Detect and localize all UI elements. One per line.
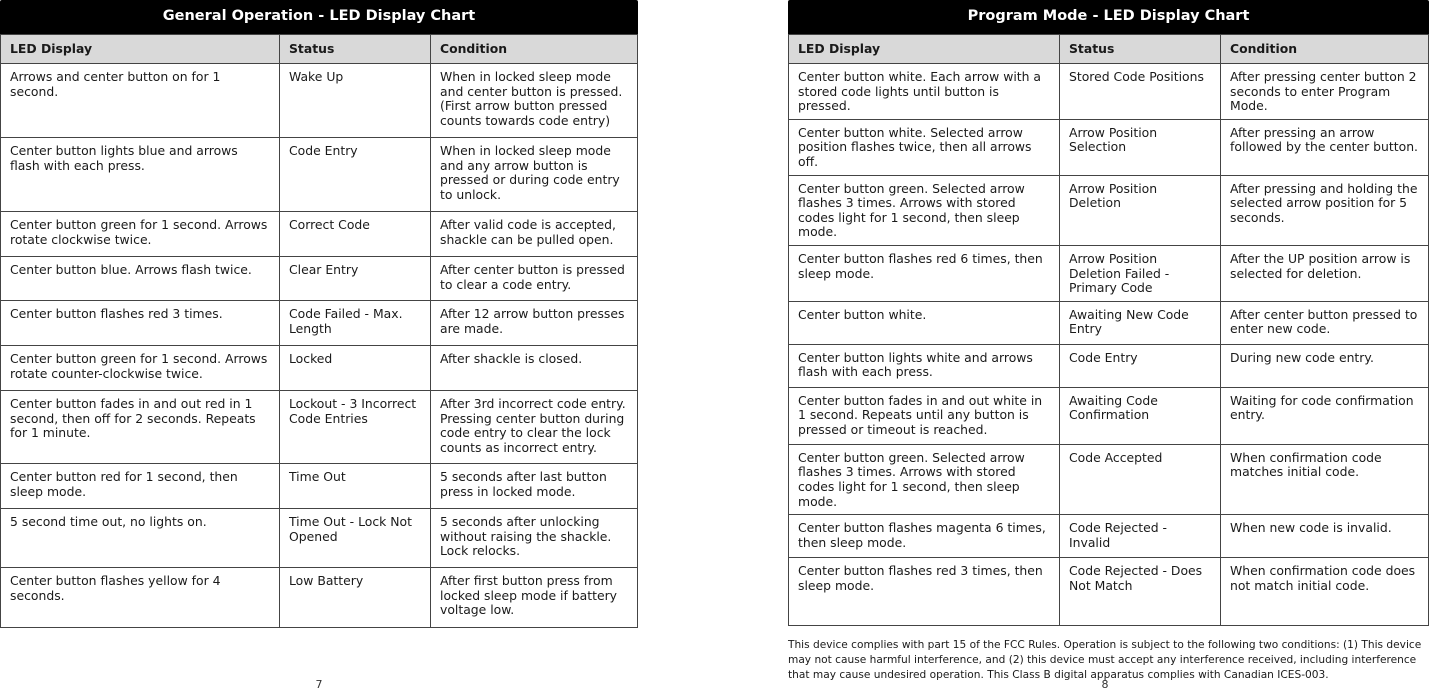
cell-led-display: Center button green for 1 second. Arrows rotate counter-clockwise twice.	[1, 346, 280, 391]
table-row	[789, 558, 1429, 626]
cell-status: Awaiting Code Confirmation	[1060, 387, 1221, 444]
cell-condition: After 3rd incorrect code entry. Pressing center button during code entry to clear the lock counts as incorrect entry.	[431, 391, 638, 464]
cell-condition: After valid code is accepted, shackle can be pulled open.	[431, 212, 638, 257]
table-row	[1, 301, 638, 346]
cell-condition: When in locked sleep mode and center button is pressed. (First arrow button pressed counts towards code entry)	[431, 64, 638, 138]
header-led-display: LED Display	[1, 35, 280, 64]
cell-condition: When in locked sleep mode and any arrow button is pressed or during code entry to unlock.	[431, 138, 638, 212]
cell-led-display: Arrows and center button on for 1 second.	[1, 64, 280, 138]
cell-led-display: Center button fades in and out white in 1 second. Repeats until any button is pressed or timeout is reached.	[789, 387, 1060, 444]
table-row	[789, 515, 1429, 558]
cell-led-display: Center button green for 1 second. Arrows rotate clockwise twice.	[1, 212, 280, 257]
table-row	[1, 391, 638, 464]
cell-condition: When confirmation code matches initial code.	[1221, 444, 1429, 514]
cell-led-display: Center button red for 1 second, then sleep mode.	[1, 464, 280, 509]
cell-condition: After first button press from locked sleep mode if battery voltage low.	[431, 568, 638, 628]
table-row	[1, 568, 638, 628]
cell-condition: After 12 arrow button presses are made.	[431, 301, 638, 346]
cell-condition: After pressing an arrow followed by the center button.	[1221, 119, 1429, 175]
table-row	[789, 444, 1429, 514]
table-header-row	[1, 35, 638, 64]
cell-condition: When new code is invalid.	[1221, 515, 1429, 558]
cell-led-display: 5 second time out, no lights on.	[1, 509, 280, 568]
cell-status: Arrow Position Selection	[1060, 119, 1221, 175]
header-condition: Condition	[431, 35, 638, 64]
header-condition: Condition	[1221, 35, 1429, 64]
cell-led-display: Center button flashes yellow for 4 seconds.	[1, 568, 280, 628]
cell-led-display: Center button lights blue and arrows flash with each press.	[1, 138, 280, 212]
cell-condition: After center button pressed to enter new code.	[1221, 301, 1429, 344]
cell-status: Code Entry	[1060, 344, 1221, 387]
cell-status: Lockout - 3 Incorrect Code Entries	[280, 391, 431, 464]
cell-led-display: Center button flashes magenta 6 times, then sleep mode.	[789, 515, 1060, 558]
cell-condition: After pressing center button 2 seconds to enter Program Mode.	[1221, 64, 1429, 120]
header-led-display: LED Display	[789, 35, 1060, 64]
table-row	[1, 509, 638, 568]
chart-title-general-operation: General Operation - LED Display Chart	[0, 0, 638, 34]
program-mode-table	[788, 34, 1429, 626]
fcc-compliance-notice: This device complies with part 15 of the FCC Rules. Operation is subject to the following two conditions: (1) This device may not cause harmful interference, and (2) this device must accept any interference received, including interference that may cause undesired operation. This Class B digital apparatus complies with Canadian ICES-003.	[788, 639, 1422, 682]
cell-status: Arrow Position Deletion Failed - Primary Code	[1060, 245, 1221, 301]
table-row	[1, 64, 638, 138]
cell-status: Correct Code	[280, 212, 431, 257]
cell-led-display: Center button green. Selected arrow flashes 3 times. Arrows with stored codes light for 1 second, then sleep mode.	[789, 175, 1060, 245]
table-row	[1, 212, 638, 257]
cell-led-display: Center button flashes red 6 times, then sleep mode.	[789, 245, 1060, 301]
cell-status: Code Rejected - Invalid	[1060, 515, 1221, 558]
cell-status: Code Entry	[280, 138, 431, 212]
cell-status: Clear Entry	[280, 257, 431, 301]
table-row	[789, 245, 1429, 301]
cell-status: Code Rejected - Does Not Match	[1060, 558, 1221, 626]
cell-status: Code Accepted	[1060, 444, 1221, 514]
table-row	[1, 464, 638, 509]
table-header-row	[789, 35, 1429, 64]
cell-condition: 5 seconds after last button press in locked mode.	[431, 464, 638, 509]
cell-status: Wake Up	[280, 64, 431, 138]
cell-condition: Waiting for code confirmation entry.	[1221, 387, 1429, 444]
cell-condition: After shackle is closed.	[431, 346, 638, 391]
general-operation-table	[0, 34, 638, 628]
cell-condition: During new code entry.	[1221, 344, 1429, 387]
cell-status: Stored Code Positions	[1060, 64, 1221, 120]
cell-led-display: Center button white.	[789, 301, 1060, 344]
cell-led-display: Center button lights white and arrows flash with each press.	[789, 344, 1060, 387]
table-row	[789, 64, 1429, 120]
page-number: 8	[1101, 678, 1109, 691]
table-row	[1, 346, 638, 391]
table-row	[1, 138, 638, 212]
page-8	[788, 0, 1429, 691]
cell-led-display: Center button white. Selected arrow position flashes twice, then all arrows off.	[789, 119, 1060, 175]
table-row	[789, 387, 1429, 444]
cell-condition: After the UP position arrow is selected for deletion.	[1221, 245, 1429, 301]
cell-status: Awaiting New Code Entry	[1060, 301, 1221, 344]
table-row	[789, 344, 1429, 387]
cell-status: Locked	[280, 346, 431, 391]
cell-status: Time Out - Lock Not Opened	[280, 509, 431, 568]
cell-status: Arrow Position Deletion	[1060, 175, 1221, 245]
cell-led-display: Center button fades in and out red in 1 second, then off for 2 seconds. Repeats for 1 minute.	[1, 391, 280, 464]
cell-condition: When confirmation code does not match initial code.	[1221, 558, 1429, 626]
cell-status: Code Failed - Max. Length	[280, 301, 431, 346]
cell-led-display: Center button white. Each arrow with a stored code lights until button is pressed.	[789, 64, 1060, 120]
cell-status: Time Out	[280, 464, 431, 509]
header-status: Status	[1060, 35, 1221, 64]
cell-led-display: Center button green. Selected arrow flashes 3 times. Arrows with stored codes light for 1 second, then sleep mode.	[789, 444, 1060, 514]
cell-led-display: Center button flashes red 3 times.	[1, 301, 280, 346]
cell-condition: 5 seconds after unlocking without raising the shackle. Lock relocks.	[431, 509, 638, 568]
chart-title-program-mode: Program Mode - LED Display Chart	[788, 0, 1429, 34]
cell-status: Low Battery	[280, 568, 431, 628]
cell-led-display: Center button flashes red 3 times, then sleep mode.	[789, 558, 1060, 626]
table-row	[789, 119, 1429, 175]
page-7	[0, 0, 638, 691]
cell-led-display: Center button blue. Arrows flash twice.	[1, 257, 280, 301]
table-row	[789, 301, 1429, 344]
page-number: 7	[315, 678, 323, 691]
table-row	[1, 257, 638, 301]
table-row	[789, 175, 1429, 245]
header-status: Status	[280, 35, 431, 64]
cell-condition: After center button is pressed to clear a code entry.	[431, 257, 638, 301]
cell-condition: After pressing and holding the selected arrow position for 5 seconds.	[1221, 175, 1429, 245]
